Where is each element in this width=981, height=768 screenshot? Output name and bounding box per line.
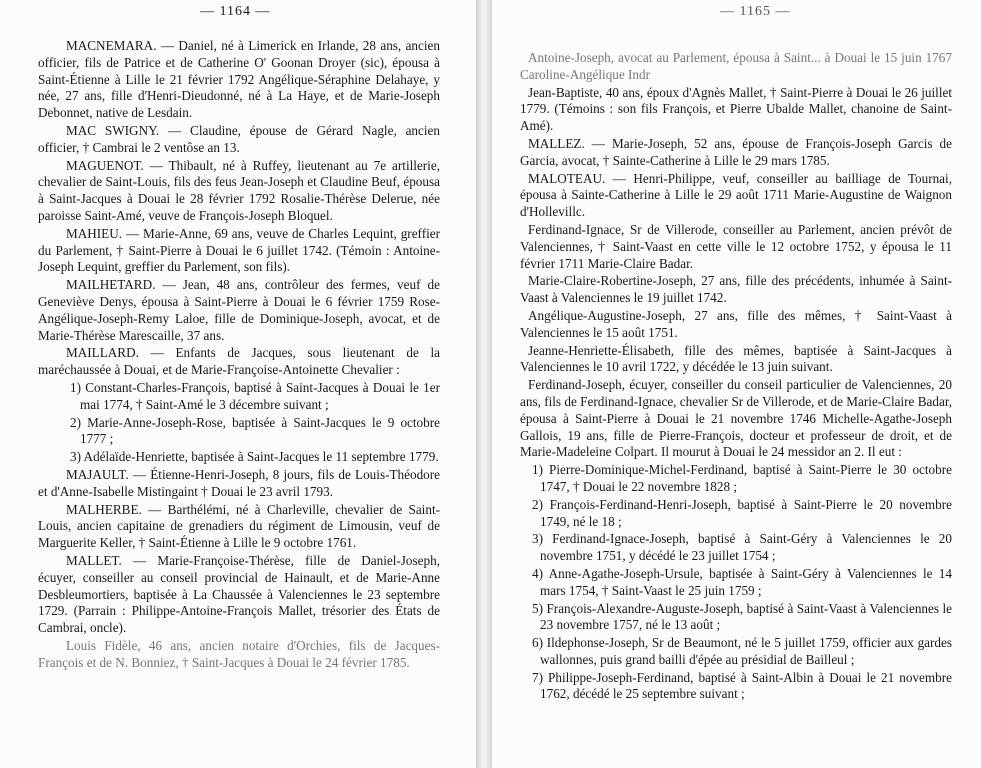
entry-mailhetard: MAILHETARD. — Jean, 48 ans, contrôleur des fermes, veuf de Geneviève Denys, épousa à Saint-Pierre à Douai le 6 février 1759 Rose-Angélique-Joseph-Remy Laloe, fille de Dominique-Joseph, avocat, et de Marie-Thérèse Marescaille, 37 ans. <box>38 277 440 343</box>
entry-macnemara: MACNEMARA. — Daniel, né à Limerick en Irlande, 28 ans, ancien officier, fils de Patrice et de Catherine O' Goonan Droyer (sic), épousa à Saint-Étienne à Lille le 21 février 1792 Angélique-Séraphine Delahaye, y née, 27 ans, fille d'Henri-Dieudonné, né à La Haye, et de Marie-Joseph Debonnet, native de Lesdain. <box>38 38 440 121</box>
right-page <box>492 0 981 768</box>
entry-mallet-antoine: Antoine-Joseph, avocat au Parlement, épousa à Saint... à Douai le 15 juin 1767 Caroline-Angélique Indr <box>520 50 952 82</box>
maillard-child-2: 2) Marie-Anne-Joseph-Rose, baptisée à Saint-Jacques le 9 octobre 1777 ; <box>70 414 440 447</box>
left-page-number: — 1164 — <box>200 4 271 19</box>
maloteau-child-4: 4) Anne-Agathe-Joseph-Ursule, baptisée à Saint-Géry à Valenciennes le 14 mars 1754, † Saint-Vaast le 25 juin 1759 ; <box>532 565 952 598</box>
maloteau-child-1: 1) Pierre-Dominique-Michel-Ferdinand, baptisé à Saint-Pierre le 30 octobre 1747, † Douai le 22 novembre 1828 ; <box>532 462 952 494</box>
entry-malherbe: MALHERBE. — Barthélémi, né à Charleville, chevalier de Saint-Louis, ancien capitaine de grenadiers du régiment de Limousin, veuf de Marguerite Keller, † Saint-Étienne à Lille le 9 octobre 1761. <box>38 501 440 551</box>
entry-mallet: MALLET. — Marie-Françoise-Thérèse, fille de Daniel-Joseph, écuyer, conseiller au conseil provincial de Hainault, et de Marie-Anne Desbleumortiers, baptisée à La Chaussée à Valenciennes le 23 septembre 1729. (Parrain : Philippe-Antoine-François Mallet, trésorier des États de Cambrai, oncle). <box>38 552 440 636</box>
maillard-child-1: 1) Constant-Charles-François, baptisé à Saint-Jacques à Douai le 1er mai 1774, † Saint-Amé le 3 décembre suivant ; <box>70 379 440 412</box>
entry-maloteau-marie-claire: Marie-Claire-Robertine-Joseph, 27 ans, fille des précédents, inhumée à Saint-Vaast à Valenciennes le 19 juillet 1742. <box>520 273 952 306</box>
book-gutter <box>476 0 492 768</box>
maloteau-child-6: 6) Ildephonse-Joseph, Sr de Beaumont, né le 5 juillet 1759, officier aux gardes wallonnes, puis grand bailli d'épée au présidial de Bailleul ; <box>532 635 952 667</box>
entry-maguenot: MAGUENOT. — Thibault, né à Ruffey, lieutenant au 7e artillerie, chevalier de Saint-Louis, fils des feus Jean-Joseph et Claudine Beuf, épousa à Saint-Jacques à Douai le 28 février 1792 Rosalie-Thérèse Delerue, née paroisse Saint-Amé, veuve de François-Joseph Bloquel. <box>38 157 440 223</box>
entry-maloteau-ferdinand-ignace: Ferdinand-Ignace, Sr de Villerode, conseiller au Parlement, ancien prévôt de Valenciennes, † Saint-Vaast en cette ville le 12 octobre 1752, y épousa le 11 février 1711 Marie-Claire Badar. <box>520 221 952 271</box>
right-page-number: — 1165 — <box>720 4 791 19</box>
entry-mallez: MALLEZ. — Marie-Joseph, 52 ans, épouse de François-Joseph Garcis de Garcia, avocat, † Sainte-Catherine à Lille le 29 mars 1785. <box>520 135 952 168</box>
maillard-child-3: 3) Adélaïde-Henriette, baptisée à Saint-Jacques le 11 septembre 1779. <box>70 449 439 465</box>
maloteau-child-7: 7) Philippe-Joseph-Ferdinand, baptisé à Saint-Albin à Douai le 21 novembre 1762, décédé le 25 septembre suivant ; <box>532 669 952 702</box>
entry-mallet-louis: Louis Fidèle, 46 ans, ancien notaire d'Orchies, fils de Jacques-François et de N. Bonniez, † Saint-Jacques à Douai le 24 février 1785. <box>38 637 440 670</box>
entry-mahieu: MAHIEU. — Marie-Anne, 69 ans, veuve de Charles Lequint, greffier du Parlement, † Saint-Pierre à Douai le 6 juillet 1742. (Témoin : Antoine-Joseph Lequint, greffier du Parlement, son fils). <box>38 225 440 275</box>
entry-mallet-jean-baptiste: Jean-Baptiste, 40 ans, époux d'Agnès Mallet, † Saint-Pierre à Douai le 26 juillet 1779. (Témoins : son fils François, et Pierre Ubalde Mallet, chanoine de Saint-Amé). <box>520 84 952 134</box>
right-page-text <box>520 50 952 704</box>
left-page <box>0 0 476 768</box>
maloteau-child-2: 2) François-Ferdinand-Henri-Joseph, baptisé à Saint-Pierre le 20 novembre 1749, né le 18 ; <box>532 496 952 529</box>
entry-maloteau-angelique: Angélique-Augustine-Joseph, 27 ans, fille des mêmes, † Saint-Vaast à Valenciennes le 15 août 1751. <box>520 307 952 340</box>
maloteau-child-3: 3) Ferdinand-Ignace-Joseph, baptisé à Saint-Géry à Valenciennes le 20 novembre 1751, y décédé le 23 juillet 1754 ; <box>532 531 952 564</box>
left-page-text <box>38 38 440 672</box>
entry-maloteau-ferdinand-joseph: Ferdinand-Joseph, écuyer, conseiller du conseil particulier de Valenciennes, 20 ans, fils de Ferdinand-Ignace, chevalier Sr de Villerode, et de Marie-Claire Badar, épousa à Saint-Pierre à Douai le 21 novembre 1746 Michelle-Agathe-Joseph Gallois, 19 ans, fille de Pierre-François, docteur et professeur de droit, et de Marie-Madeleine Colpart. Il mourut à Douai le 24 messidor an 2. Il eut : <box>520 377 952 460</box>
entry-maloteau: MALOTEAU. — Henri-Philippe, veuf, conseiller au bailliage de Tournai, épousa à Sainte-Catherine à Lille le 29 août 1711 Marie-Augustine de Waignon d'Hollevillc. <box>520 170 952 220</box>
entry-majault: MAJAULT. — Étienne-Henri-Joseph, 8 jours, fils de Louis-Théodore et d'Anne-Isabelle Mistingaint † Douai le 23 avril 1793. <box>38 466 440 499</box>
entry-maillard: MAILLARD. — Enfants de Jacques, sous lieutenant de la maréchaussée à Douai, et de Marie-Françoise-Antoinette Chevalier : <box>38 345 440 378</box>
maloteau-child-5: 5) François-Alexandre-Auguste-Joseph, baptisé à Saint-Vaast à Valenciennes le 23 novembre 1757, né le 13 août ; <box>532 600 952 633</box>
entry-mac-swigny: MAC SWIGNY. — Claudine, épouse de Gérard Nagle, ancien officier, † Cambrai le 2 ventôse an 13. <box>38 122 440 155</box>
entry-maloteau-jeanne: Jeanne-Henriette-Élisabeth, fille des mêmes, baptisée à Saint-Jacques à Valenciennes le 10 avril 1722, y décédée le 13 juin suivant. <box>520 342 952 375</box>
